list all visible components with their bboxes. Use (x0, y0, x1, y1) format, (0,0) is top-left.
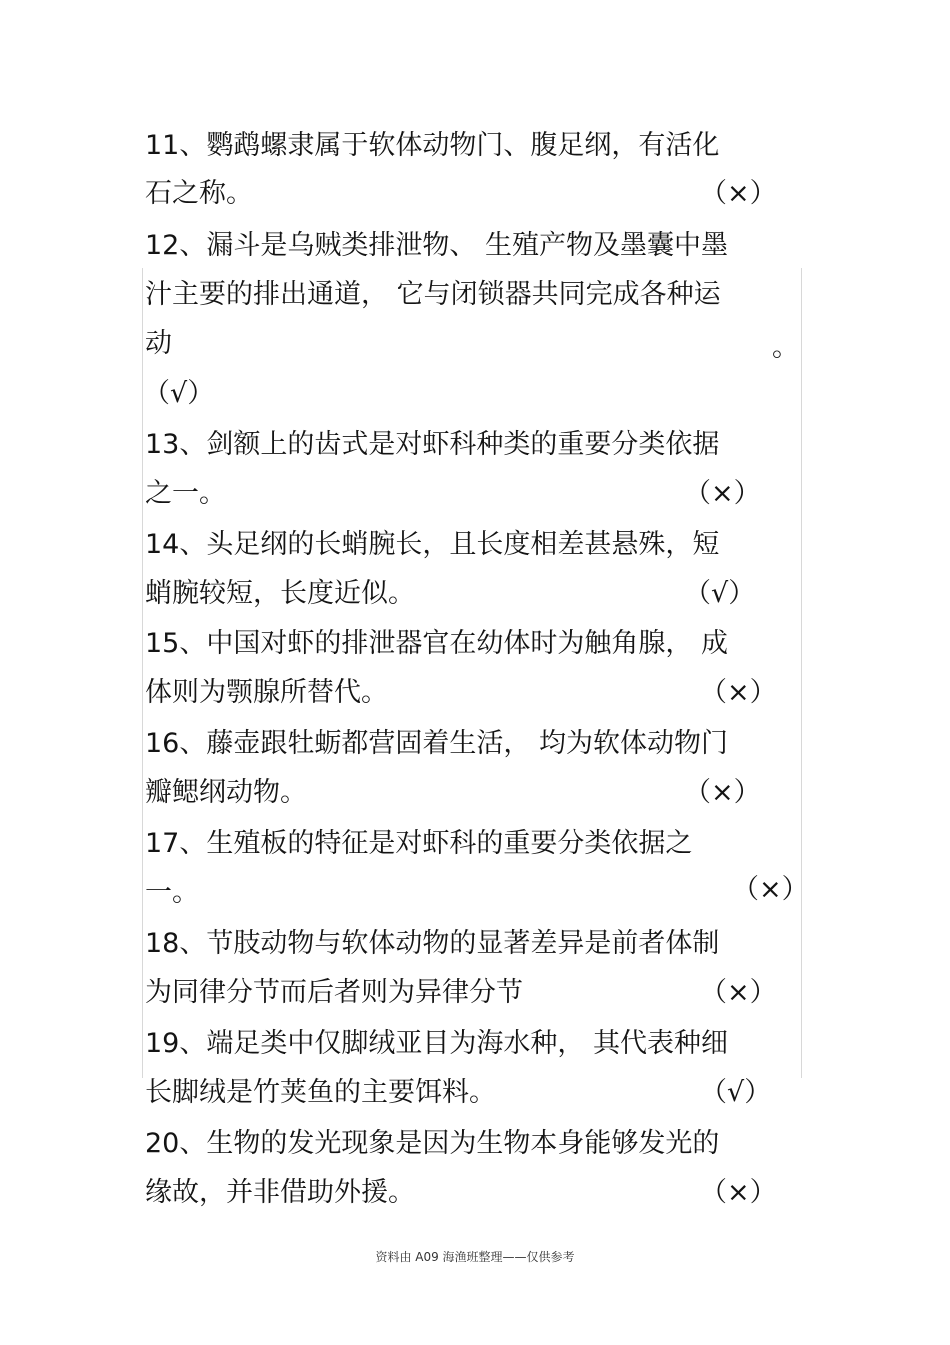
question-19-line-1: 19、端足类中仅脚绒亚目为海水种， 其代表种细 (145, 1028, 728, 1059)
question-18-answer: （×） (700, 977, 777, 1008)
question-14-answer: （√） (684, 578, 756, 609)
question-16-line-1: 16、藤壶跟牡蛎都营固着生活， 均为软体动物门 (145, 728, 728, 759)
question-11-line-1: 11、鹦鹉螺隶属于软体动物门、腹足纲，有活化 (145, 130, 720, 161)
question-17-answer: （×） (732, 874, 809, 905)
question-13-answer: （×） (684, 478, 761, 509)
question-13-line-1: 13、剑额上的齿式是对虾科种类的重要分类依据 (145, 429, 720, 460)
question-16-answer: （×） (684, 777, 761, 808)
question-12-answer: （√） (143, 378, 215, 409)
question-18-line-1: 18、节肢动物与软体动物的显著差异是前者体制 (145, 928, 720, 959)
question-12-period: 。 (772, 332, 799, 363)
question-15-answer: （×） (700, 677, 777, 708)
question-16-line-2: 瓣鳃纲动物。 (145, 777, 307, 808)
question-18-line-2: 为同律分节而后者则为异律分节 (145, 977, 523, 1008)
question-12-line-1: 12、漏斗是乌贼类排泄物、 生殖产物及墨囊中墨 (145, 230, 728, 261)
page-footer: 资料由 A09 海渔班整理——仅供参考 (375, 1250, 575, 1264)
question-20-line-2: 缘故，并非借助外援。 (145, 1177, 415, 1208)
question-12-line-3: 动 (145, 328, 172, 359)
question-19-line-2: 长脚绒是竹荚鱼的主要饵料。 (145, 1077, 496, 1108)
question-12-line-2: 汁主要的排出通道， 它与闭锁器共同完成各种运 (145, 279, 721, 310)
question-11-line-2: 石之称。 (145, 178, 253, 209)
question-20-line-1: 20、生物的发光现象是因为生物本身能够发光的 (145, 1128, 720, 1159)
question-19-answer: （√） (700, 1077, 772, 1108)
question-17-line-2: 一。 (145, 877, 199, 908)
question-20-answer: （×） (700, 1177, 777, 1208)
question-13-line-2: 之一。 (145, 478, 226, 509)
question-14-line-2: 蛸腕较短，长度近似。 (145, 578, 415, 609)
question-11-answer: （×） (700, 178, 777, 209)
question-17-line-1: 17、生殖板的特征是对虾科的重要分类依据之 (145, 828, 693, 859)
question-14-line-1: 14、头足纲的长蛸腕长，且长度相差甚悬殊，短 (145, 529, 720, 560)
question-15-line-1: 15、中国对虾的排泄器官在幼体时为触角腺， 成 (145, 628, 728, 659)
question-15-line-2: 体则为颚腺所替代。 (145, 677, 388, 708)
